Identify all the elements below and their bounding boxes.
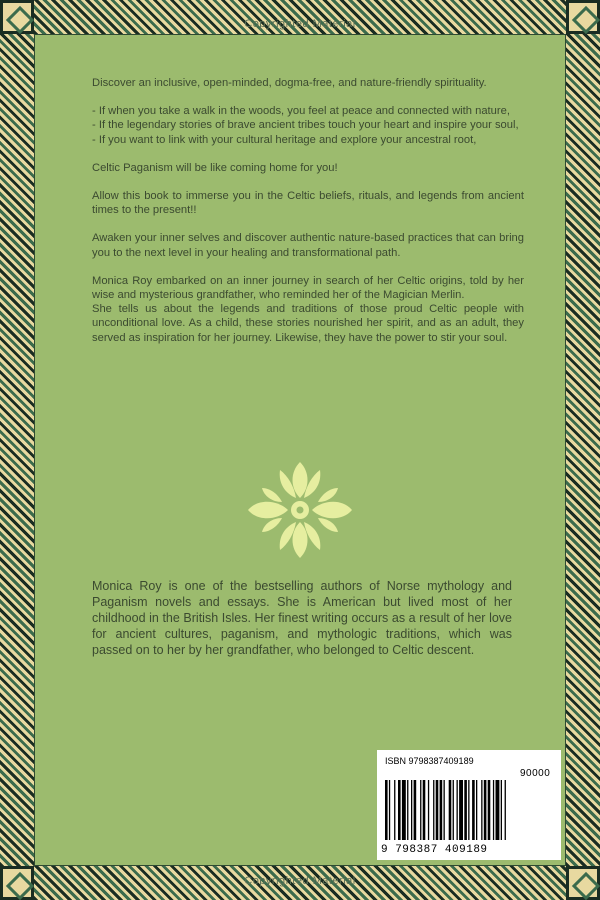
blurb xyxy=(92,76,524,345)
barcode-digits: 9 798387 409189 xyxy=(381,844,488,856)
blurb-paragraph-immerse: Allow this book to immerse you in the Celtic beliefs, rituals, and legends from ancient times to the present!! xyxy=(92,190,524,217)
floral-ornament-icon xyxy=(244,458,356,562)
blurb-paragraph-legends: She tells us about the legends and traditions of those proud Celtic people with unconditional love. As a child, these stories nourished her spirit, and as an adult, they served as inspiration for her journey. Likewise, they have the power to stir your soul. xyxy=(92,303,524,344)
celtic-knot-border-left xyxy=(0,0,34,900)
blurb-tagline: Celtic Paganism will be like coming home for you! xyxy=(92,161,338,174)
barcode-bars-icon xyxy=(385,780,553,840)
blurb-paragraph-awaken: Awaken your inner selves and discover authentic nature-based practices that can bring you to the next level in your healing and transformational path. xyxy=(92,232,524,259)
blurb-bullet-1: - If when you take a walk in the woods, you feel at peace and connected with nature, xyxy=(92,105,510,118)
watermark-top: Copyrighted Material xyxy=(244,18,356,30)
blurb-bullet-3: - If you want to link with your cultural heritage and explore your ancestral root, xyxy=(92,133,477,146)
isbn-label: ISBN 9798387409189 xyxy=(385,756,474,766)
barcode-panel xyxy=(377,750,561,860)
watermark-bottom: Copyrighted Material xyxy=(244,875,356,887)
price-code: 90000 xyxy=(520,768,551,779)
author-bio: Monica Roy is one of the bestselling authors of Norse mythology and Paganism novels and essays. She is American but lived most of her childhood in the British Isles. Her finest writing occurs as a result of her love for ancient cultures, paganism, and mythologic traditions, which was passed on to her by her grandfather, who belonged to Celtic descent. xyxy=(92,579,512,657)
blurb-paragraph-journey: Monica Roy embarked on an inner journey in search of her Celtic origins, told by her wise and mysterious grandfather, who reminded her of the Magician Merlin. xyxy=(92,274,524,302)
blurb-bullet-2: - If the legendary stories of brave ancient tribes touch your heart and inspire your soul, xyxy=(92,119,519,132)
blurb-intro: Discover an inclusive, open-minded, dogma-free, and nature-friendly spirituality. xyxy=(92,77,487,89)
celtic-knot-border-right xyxy=(566,0,600,900)
